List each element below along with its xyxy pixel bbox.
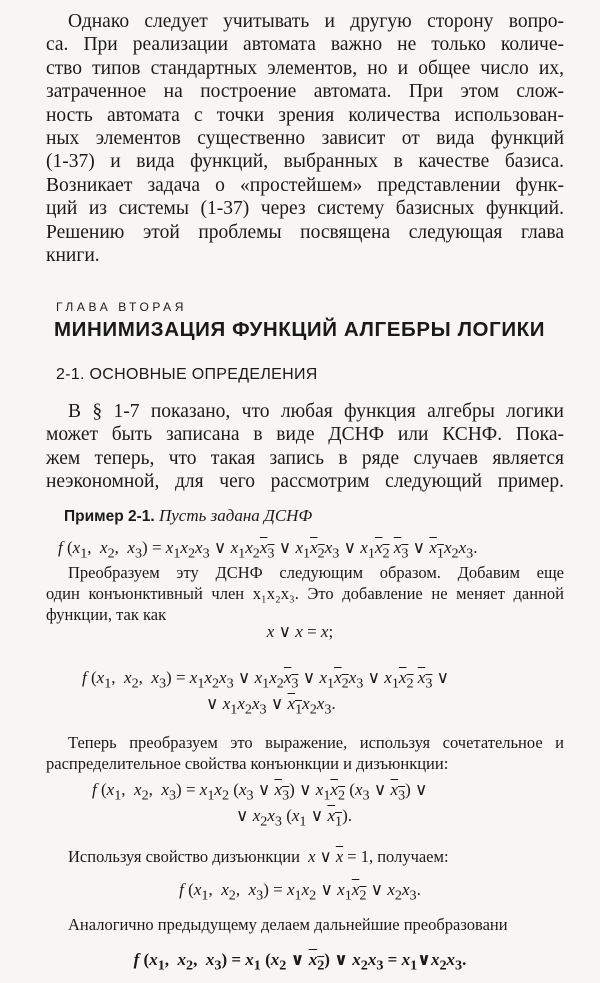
chapter-label: ГЛАВА ВТОРАЯ [56, 300, 188, 314]
formula-dsnf: f ($x_1$, $x_2$, $x_3) = x_1x_2x_3$ ∨ $x_1x_2x_3$ ∨ $x_1x_2x_3$ ∨ $x_1x_2$ $x_3$ ∨ $x_1x_2x_3$. [58, 538, 478, 562]
text-line: Возникает задача о «простейшем» представлении функ- [46, 174, 564, 196]
disjunction-paragraph: Используя свойство дизъюнкции x ∨ $\overline{x} = 1$, получаем: [68, 847, 449, 866]
chapter-title: МИНИМИЗАЦИЯ ФУНКЦИЙ АЛГЕБРЫ ЛОГИКИ [54, 318, 546, 341]
definitions-paragraph [46, 400, 564, 494]
text-span: , получаем: [368, 847, 449, 866]
formula-simplified: f ($x_1$, $x_2$, $x_3) = x_1x_2$ ∨ $x_1x_2$ ∨ $x_2x_3$. [179, 880, 421, 904]
text-line: жем теперь, что такая запись в ряде случаев является [46, 447, 564, 469]
text-line: В § 1-7 показано, что любая функция алгебры логики [68, 401, 564, 422]
formula-grouped-line2: ∨ $x_2x_3$ ($x_1$ ∨ $x_1$). [236, 806, 352, 830]
text-line: Теперь преобразуем это выражение, используя сочетательное и [68, 733, 564, 752]
text-line: ций из системы (1-37) через систему базисных функций. [46, 198, 564, 220]
formula-idempotence: x ∨ x = x; [266, 622, 334, 641]
text-line: (1-37) и вида функций, выбранных в качестве базиса. [46, 151, 564, 173]
transform-paragraph [46, 562, 564, 625]
example-label: Пример 2-1. [64, 508, 155, 525]
text-line: распределительное свойства конъюнкции и дизъюнкции: [46, 754, 449, 773]
text-line: Решению этой проблемы посвящена следующая глава [46, 221, 564, 243]
text-line: Преобразуем эту ДСНФ следующим образом. Добавим еще [68, 563, 564, 582]
example-text: Пусть задана ДСНФ [158, 506, 313, 525]
text-line: ство типов стандартных элементов, но и общее число их, [46, 57, 564, 79]
further-paragraph: Аналогично предыдущему делаем дальнейшие преобразовани [68, 915, 508, 934]
text-line: неэкономной, для чего рассмотрим следующий пример. [46, 471, 564, 493]
text-span: Используя свойство дизъюнкции [68, 847, 300, 866]
text-line: функции, так как [46, 605, 167, 624]
associative-paragraph [46, 732, 564, 774]
intro-paragraph [46, 10, 564, 267]
formula-grouped-line1: f ($x_1$, $x_2$, $x_3) = x_1x_2$ ($x_3$ ∨ $x_3$) ∨ $x_1x_2$ ($x_3$ ∨ $x_3$) ∨ [92, 780, 428, 804]
formula-final: f ($x_1$, $x_2$, $x_3) = x_1$ ($x_2$ ∨ $x_2$) ∨ $x_2x_3$ = $x_1\vee x_2x_3$. [133, 950, 467, 974]
text-line: книги. [46, 245, 100, 267]
text-line: один конъюнктивный член x₁x₂x₃. Это добавление не меняет данной [46, 584, 564, 603]
text-line: Однако следует учитывать и другую сторону вопро- [68, 11, 564, 32]
formula-expanded-line1: f ($x_1$, $x_2$, $x_3) = x_1x_2x_3$ ∨ $x_1x_2x_3$ ∨ $x_1x_2x_3$ ∨ $x_1x_2$ $x_3$ ∨ [82, 668, 450, 692]
text-line: са. При реализации автомата важно не только количе- [46, 34, 564, 56]
example-heading [64, 506, 312, 526]
section-title: 2-1. ОСНОВНЫЕ ОПРЕДЕЛЕНИЯ [56, 366, 318, 383]
formula-expanded-line2: ∨ $x_1x_2x_3$ ∨ $x_1x_2x_3$. [206, 694, 336, 718]
text-line: может быть записана в виде ДСНФ или КСНФ. Пока- [46, 424, 564, 446]
text-line: затраченное на построение автомата. При этом слож- [46, 81, 564, 103]
text-line: ных элементов существенно зависит от вида функций [46, 128, 564, 150]
text-line: ность автомата с точки зрения количества использован- [46, 104, 564, 126]
